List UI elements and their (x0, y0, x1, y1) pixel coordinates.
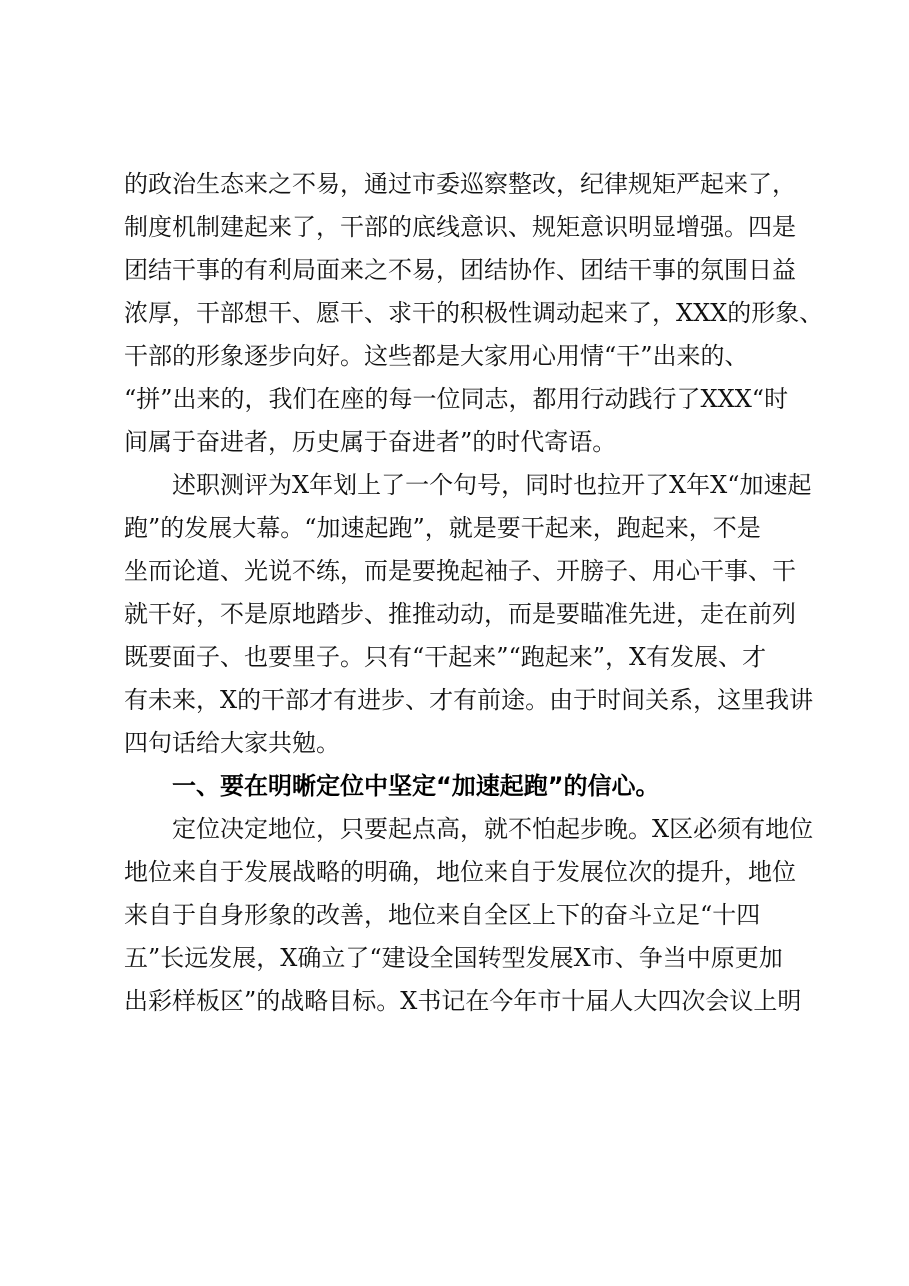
text-line: 制度机制建起来了，干部的底线意识、规矩意识明显增强。四是 (124, 213, 796, 241)
text-line: 既要面子、也要里子。只有“干起来”“跑起来”，X有发展、才 (124, 643, 767, 671)
document-body (124, 163, 824, 1023)
text-line: “拼”出来的，我们在座的每一位同志，都用行动践行了XXX“时 (124, 385, 789, 413)
text-line: 四句话给大家共勉。 (124, 729, 340, 757)
text-line: 的政治生态来之不易，通过市委巡察整改，纪律规矩严起来了， (124, 170, 796, 198)
text-line: 干部的形象逐步向好。这些都是大家用心用情“干”出来的、 (124, 342, 749, 370)
text-line: 有未来，X的干部才有进步、才有前途。由于时间关系，这里我讲 (124, 686, 814, 714)
text-line: 五”长远发展，X确立了“建设全国转型发展X市、争当中原更加 (124, 944, 783, 972)
text-line: 团结干事的有利局面来之不易，团结协作、团结干事的氛围日益 (124, 256, 796, 284)
text-line: 坐而论道、光说不练，而是要挽起袖子、开膀子、用心干事、干 (124, 557, 796, 585)
text-line: 地位来自于发展战略的明确，地位来自于发展位次的提升，地位 (124, 858, 796, 886)
paragraph-start-line: 述职测评为X年划上了一个句号，同时也拉开了X年X“加速起 (172, 471, 812, 499)
text-line: 间属于奋进者，历史属于奋进者”的时代寄语。 (124, 428, 617, 456)
text-line: 就干好，不是原地踏步、推推动动，而是要瞄准先进，走在前列 (124, 600, 796, 628)
text-line: 来自于自身形象的改善，地位来自全区上下的奋斗立足“十四 (124, 901, 761, 929)
text-line: 跑”的发展大幕。“加速起跑”，就是要干起来，跑起来，不是 (124, 514, 761, 542)
paragraph-start-line: 定位决定地位，只要起点高，就不怕起步晚。X区必须有地位 (172, 815, 814, 843)
text-line: 浓厚，干部想干、愿干、求干的积极性调动起来了，XXX的形象、 (124, 299, 824, 327)
section-heading: 一、要在明晰定位中坚定“加速起跑”的信心。 (172, 772, 660, 800)
text-line: 出彩样板区”的战略目标。X书记在今年市十届人大四次会议上明 (124, 987, 802, 1015)
